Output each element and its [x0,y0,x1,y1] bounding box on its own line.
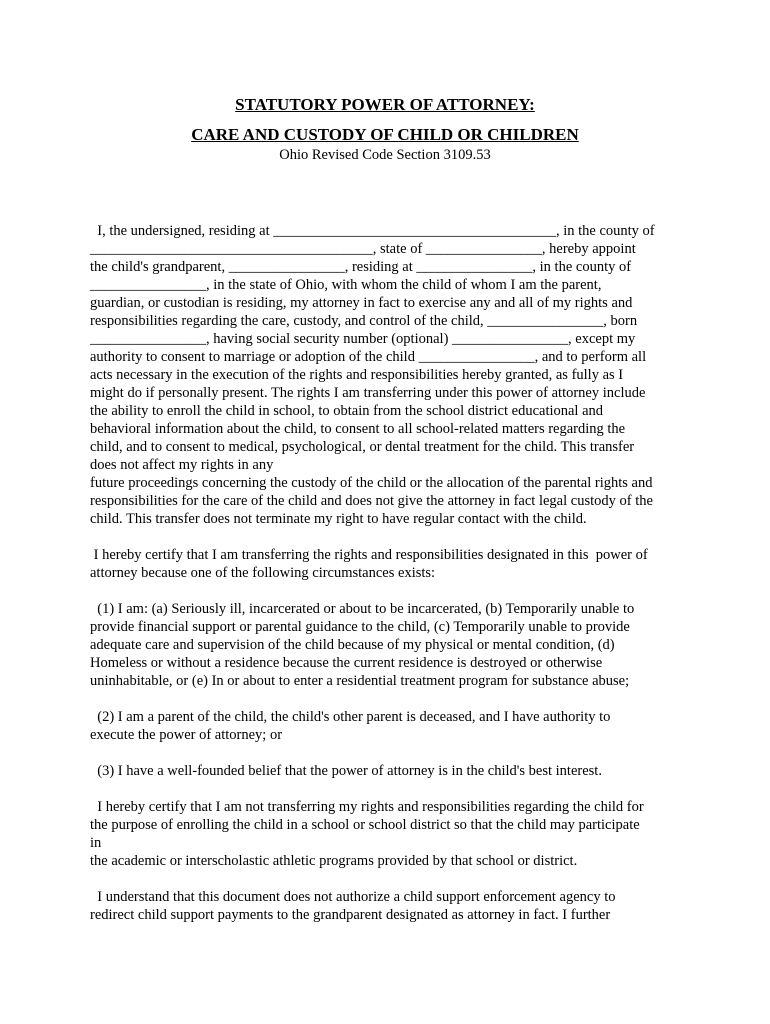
text-line: guardian, or custodian is residing, my attorney in fact to exercise any and all of my rights and [90,295,633,311]
text-line: Homeless or without a residence because the current residence is destroyed or otherwise [90,655,603,671]
paragraph-spacer [90,690,690,708]
text-line: future proceedings concerning the custody of the child or the allocation of the parental rights and [90,475,653,491]
text-line: behavioral information about the child, to consent to all school-related matters regarding the [90,421,626,437]
text-line: ________________, in the state of Ohio, with whom the child of whom I am the parent, [90,277,602,293]
document-body [90,222,690,924]
paragraph-spacer [90,780,690,798]
text-line: I hereby certify that I am not transferring my rights and responsibilities regarding the child for [90,799,644,815]
paragraph-certification [90,546,690,582]
text-line: might do if personally present. The rights I am transferring under this power of attorney include [90,385,646,401]
text-line: the ability to enroll the child in school, to obtain from the school district educational and [90,403,604,419]
text-line: (3) I have a well-founded belief that the power of attorney is in the child's best interest. [90,763,602,779]
paragraph-spacer [90,582,690,600]
text-line: the purpose of enrolling the child in a school or school district so that the child may participate [90,817,640,833]
text-line: the academic or interscholastic athletic programs provided by that school or district. [90,853,578,869]
text-line: ________________, having social security number (optional) ________________, except my [90,331,636,347]
text-line: I, the undersigned, residing at _______________________________________, in the county of [90,223,655,239]
text-line: adequate care and supervision of the child because of my physical or mental condition, (d) [90,637,615,653]
paragraph-child-support [90,888,690,924]
paragraph-circumstance-3 [90,762,690,780]
text-line: (2) I am a parent of the child, the child's other parent is deceased, and I have authority to [90,709,611,725]
paragraph-spacer [90,528,690,546]
text-line: acts necessary in the execution of the rights and responsibilities hereby granted, as fully as I [90,367,624,383]
text-line: child. This transfer does not terminate my right to have regular contact with the child. [90,511,587,527]
paragraph-circumstance-1 [90,600,690,690]
paragraph-spacer [90,744,690,762]
statute-reference: Ohio Revised Code Section 3109.53 [279,147,491,163]
text-line: provide financial support or parental guidance to the child, (c) Temporarily unable to provide [90,619,630,635]
paragraph-spacer [90,870,690,888]
text-line: the child's grandparent, ________________, residing at ________________, in the county of [90,259,632,275]
text-line: _______________________________________, state of ________________, hereby appoint [90,241,636,257]
document-title: STATUTORY POWER OF ATTORNEY: [235,95,535,114]
text-line: responsibilities regarding the care, custody, and control of the child, ________________, born [90,313,638,329]
paragraph-appointment [90,222,690,528]
text-line: I hereby certify that I am transferring the rights and responsibilities designated in this power of [90,547,648,563]
text-line: I understand that this document does not authorize a child support enforcement agency to [90,889,616,905]
text-line: attorney because one of the following circumstances exists: [90,565,436,581]
text-line: (1) I am: (a) Seriously ill, incarcerated or about to be incarcerated, (b) Temporarily unable to [90,601,635,617]
paragraph-circumstance-2 [90,708,690,744]
text-line: does not affect my rights in any [90,457,274,473]
text-line: redirect child support payments to the grandparent designated as attorney in fact. I further [90,907,611,923]
document-title-subject: CARE AND CUSTODY OF CHILD OR CHILDREN [191,125,579,144]
paragraph-school-certification [90,798,690,870]
text-line: responsibilities for the care of the child and does not give the attorney in fact legal custody of the [90,493,653,509]
text-line: child, and to consent to medical, psychological, or dental treatment for the child. This transfer [90,439,635,455]
text-line: execute the power of attorney; or [90,727,283,743]
text-line: authority to consent to marriage or adoption of the child ________________, and to perform all [90,349,647,365]
text-line: in [90,835,102,851]
text-line: uninhabitable, or (e) In or about to enter a residential treatment program for substance abuse; [90,673,630,689]
